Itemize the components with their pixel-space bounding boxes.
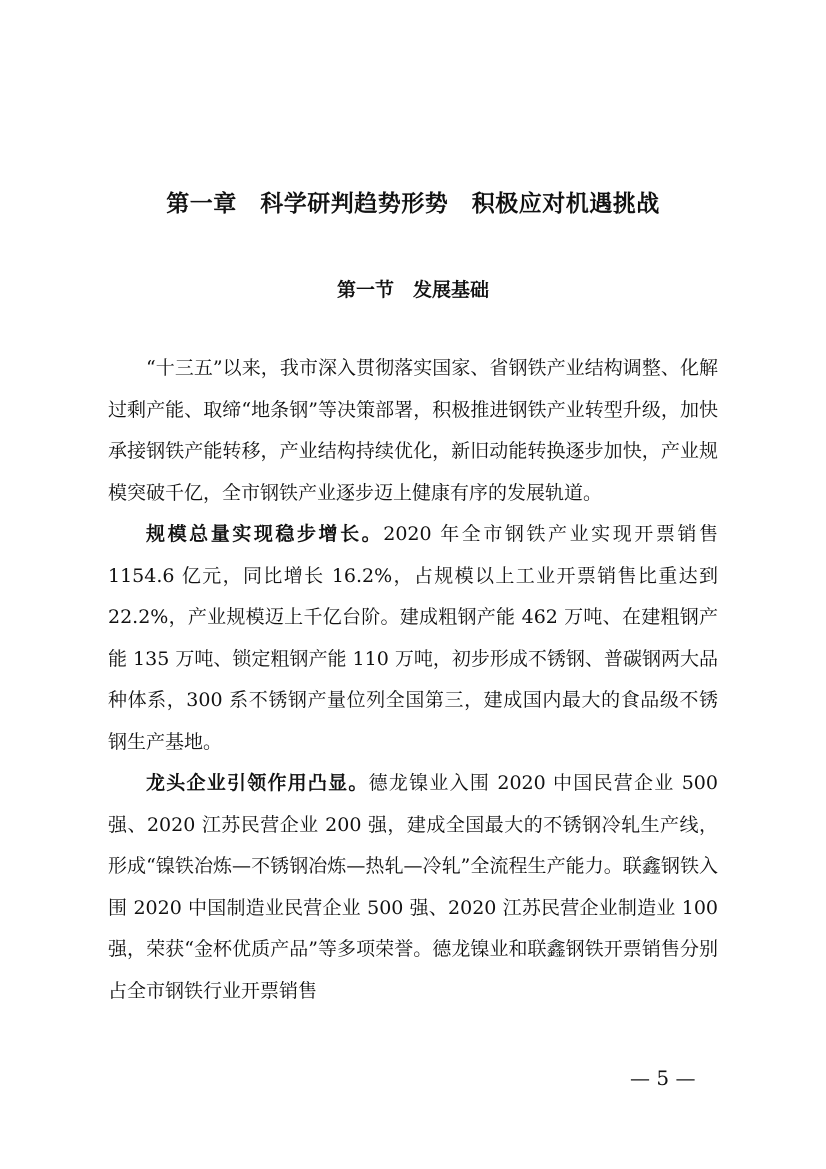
section-title: 第一节 发展基础 (336, 279, 489, 301)
paragraph-scale-text: 2020 年全市钢铁产业实现开票销售 1154.6 亿元，同比增长 16.2%，占规模以上工业开票销售比重达到 22.2%，产业规模迈上千亿台阶。建成粗钢产能 462 万吨、在建粗钢产能 135 万吨、锁定粗钢产能 110 万吨，初步形成不锈钢、普碳钢两大品种体系，300 系不锈钢产量位列全国第三，建成国内最大的食品级不锈钢生产基地。 (108, 523, 718, 753)
body-text (108, 348, 718, 1012)
paragraph-leaders-text: 德龙镍业入围 2020 中国民营企业 500 强、2020 江苏民营企业 200 强，建成全国最大的不锈钢冷轧生产线，形成“镍铁冶炼—不锈钢冶炼—热轧—冷轧”全流程生产能力。联鑫钢铁入围 2020 中国制造业民营企业 500 强、2020 江苏民营企业制造业 100 强，荣获“金杯优质产品”等多项荣誉。德龙镍业和联鑫钢铁开票销售分别占全市钢铁行业开票销售 (108, 772, 718, 1002)
page-number: — 5 — (630, 1066, 696, 1090)
paragraph-leaders (108, 763, 718, 1012)
paragraph-leaders-heading: 龙头企业引领作用凸显。 (146, 772, 369, 794)
paragraph-scale-heading: 规模总量实现稳步增长。 (146, 523, 384, 545)
chapter-title: 第一章 科学研判趋势形势 积极应对机遇挑战 (166, 191, 660, 217)
paragraph-intro-text: “十三五”以来，我市深入贯彻落实国家、省钢铁产业结构调整、化解过剩产能、取缔“地条钢”等决策部署，积极推进钢铁产业转型升级，加快承接钢铁产能转移，产业结构持续优化，新旧动能转换逐步加快，产业规模突破千亿，全市钢铁产业逐步迈上健康有序的发展轨道。 (108, 357, 718, 504)
paragraph-intro (108, 348, 718, 514)
paragraph-scale (108, 514, 718, 763)
